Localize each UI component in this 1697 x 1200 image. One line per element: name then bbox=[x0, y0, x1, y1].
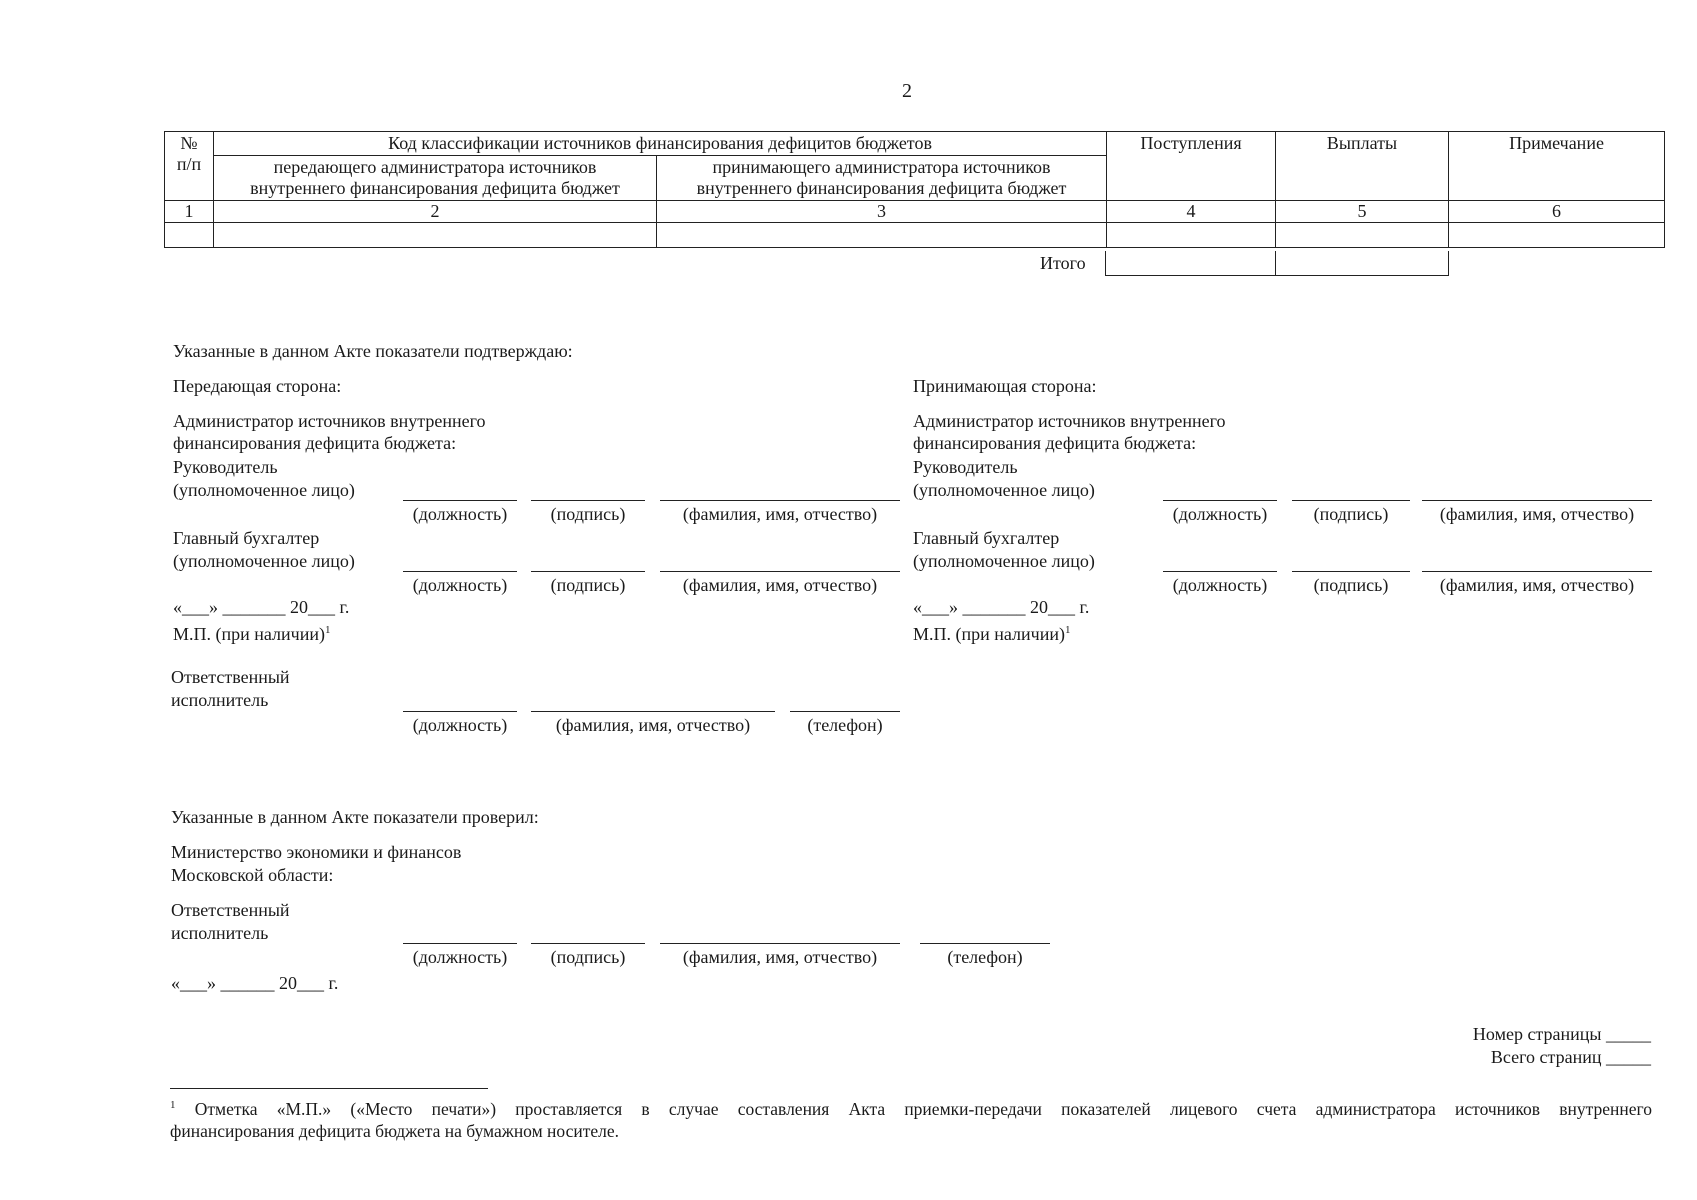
right-stamp-footnote-mark: 1 bbox=[1064, 624, 1071, 636]
right-date: «___» _______ 20___ г. bbox=[913, 597, 1090, 617]
header-receipts: Поступления bbox=[1107, 132, 1276, 201]
checker-line1: Ответственный bbox=[171, 900, 290, 920]
left-head-signature-line bbox=[531, 500, 645, 501]
column-number-1: 1 bbox=[165, 201, 214, 223]
column-number-2: 2 bbox=[214, 201, 657, 223]
footnote-separator bbox=[170, 1088, 488, 1089]
left-head-position-line bbox=[403, 500, 517, 501]
left-admin-line2: финансирования дефицита бюджета: bbox=[173, 433, 457, 453]
left-acct-position-line bbox=[403, 571, 517, 572]
right-head-signature-caption: (подпись) bbox=[1313, 504, 1389, 524]
checker-name-caption: (фамилия, имя, отчество) bbox=[682, 947, 878, 967]
checker-signature-line bbox=[531, 943, 645, 944]
header-transferring-admin bbox=[214, 156, 657, 201]
right-admin-line2: финансирования дефицита бюджета: bbox=[913, 433, 1197, 453]
header-classification-code: Код классификации источников финансирования дефицитов бюджетов bbox=[214, 132, 1107, 156]
page-number: 2 bbox=[902, 80, 912, 102]
ministry-line1: Министерство экономики и финансов bbox=[171, 842, 462, 862]
left-acct-line1: Главный бухгалтер bbox=[173, 528, 320, 548]
right-acct-name-line bbox=[1422, 571, 1652, 572]
checker-signature-caption: (подпись) bbox=[550, 947, 626, 967]
table-row bbox=[165, 223, 1665, 248]
left-head-signature-caption: (подпись) bbox=[550, 504, 626, 524]
right-head-name-line bbox=[1422, 500, 1652, 501]
total-payments-cell bbox=[1275, 251, 1449, 276]
checker-phone-line bbox=[920, 943, 1050, 944]
right-head-position-caption: (должность) bbox=[1172, 504, 1268, 524]
executor-phone-line bbox=[790, 711, 900, 712]
header-receiving-admin bbox=[657, 156, 1107, 201]
left-acct-name-caption: (фамилия, имя, отчество) bbox=[682, 575, 878, 595]
executor-name-line bbox=[531, 711, 775, 712]
table-cell bbox=[657, 223, 1107, 248]
footnote-text-line1: Отметка «М.П.» («Место печати») проставляется в случае составления Акта приемки-передачи показателей лицевого счета администратора источников внутреннего bbox=[194, 1098, 1652, 1119]
header-transferring-line1: передающего администратора источников bbox=[273, 157, 597, 177]
right-acct-line1: Главный бухгалтер bbox=[913, 528, 1060, 548]
table-cell bbox=[214, 223, 657, 248]
header-pp: п/п bbox=[176, 154, 202, 174]
header-receiving-line2: внутреннего финансирования дефицита бюджет bbox=[696, 178, 1067, 198]
classification-table bbox=[164, 131, 1665, 248]
left-acct-position-caption: (должность) bbox=[412, 575, 508, 595]
checker-position-caption: (должность) bbox=[412, 947, 508, 967]
column-number-5: 5 bbox=[1276, 201, 1449, 223]
header-payments: Выплаты bbox=[1276, 132, 1449, 201]
header-transferring-line2: внутреннего финансирования дефицита бюджет bbox=[250, 178, 620, 198]
total-pages-field: Всего страниц _____ bbox=[1490, 1047, 1651, 1067]
left-acct-signature-caption: (подпись) bbox=[550, 575, 626, 595]
right-head-line1: Руководитель bbox=[913, 457, 1018, 477]
left-admin-line1: Администратор источников внутреннего bbox=[173, 411, 486, 431]
executor-position-line bbox=[403, 711, 517, 712]
right-acct-name-caption: (фамилия, имя, отчество) bbox=[1439, 575, 1635, 595]
column-number-6: 6 bbox=[1449, 201, 1665, 223]
left-stamp-footnote-mark: 1 bbox=[324, 624, 331, 636]
executor-line2: исполнитель bbox=[171, 690, 269, 710]
right-admin-line1: Администратор источников внутреннего bbox=[913, 411, 1226, 431]
column-number-3: 3 bbox=[657, 201, 1107, 223]
right-stamp-text: М.П. (при наличии) bbox=[913, 624, 1065, 644]
right-acct-signature-line bbox=[1292, 571, 1410, 572]
header-number-sign: № bbox=[180, 133, 198, 153]
right-head-signature-line bbox=[1292, 500, 1410, 501]
right-head-position-line bbox=[1163, 500, 1277, 501]
check-heading: Указанные в данном Акте показатели проверил: bbox=[171, 807, 539, 827]
left-head-line2: (уполномоченное лицо) bbox=[173, 480, 355, 500]
table-cell bbox=[1276, 223, 1449, 248]
table-cell bbox=[1449, 223, 1665, 248]
footnote-mark: 1 bbox=[170, 1099, 176, 1111]
ministry-line2: Московской области: bbox=[171, 865, 334, 885]
left-acct-signature-line bbox=[531, 571, 645, 572]
left-party-title: Передающая сторона: bbox=[173, 376, 342, 396]
right-party-title: Принимающая сторона: bbox=[913, 376, 1097, 396]
right-stamp bbox=[913, 619, 1070, 645]
left-stamp bbox=[173, 619, 330, 645]
left-head-line1: Руководитель bbox=[173, 457, 278, 477]
checker-name-line bbox=[660, 943, 900, 944]
header-note: Примечание bbox=[1449, 132, 1665, 201]
right-head-line2: (уполномоченное лицо) bbox=[913, 480, 1095, 500]
checker-phone-caption: (телефон) bbox=[947, 947, 1023, 967]
total-label: Итого bbox=[1040, 253, 1086, 273]
left-stamp-text: М.П. (при наличии) bbox=[173, 624, 325, 644]
footnote-line1 bbox=[170, 1094, 1652, 1120]
executor-name-caption: (фамилия, имя, отчество) bbox=[555, 715, 751, 735]
right-head-name-caption: (фамилия, имя, отчество) bbox=[1439, 504, 1635, 524]
table-cell bbox=[1107, 223, 1276, 248]
header-row-number bbox=[165, 132, 214, 201]
executor-line1: Ответственный bbox=[171, 667, 290, 687]
right-acct-signature-caption: (подпись) bbox=[1313, 575, 1389, 595]
left-head-position-caption: (должность) bbox=[412, 504, 508, 524]
footnote-text-line2: финансирования дефицита бюджета на бумажном носителе. bbox=[170, 1120, 620, 1141]
right-acct-position-line bbox=[1163, 571, 1277, 572]
checker-line2: исполнитель bbox=[171, 923, 269, 943]
checker-position-line bbox=[403, 943, 517, 944]
left-acct-line2: (уполномоченное лицо) bbox=[173, 551, 355, 571]
left-head-name-line bbox=[660, 500, 900, 501]
executor-phone-caption: (телефон) bbox=[807, 715, 883, 735]
page-number-field: Номер страницы _____ bbox=[1472, 1024, 1651, 1044]
column-number-4: 4 bbox=[1107, 201, 1276, 223]
confirm-heading: Указанные в данном Акте показатели подтверждаю: bbox=[173, 341, 573, 361]
check-date: «___» ______ 20___ г. bbox=[171, 973, 339, 993]
executor-position-caption: (должность) bbox=[412, 715, 508, 735]
footnote bbox=[170, 1094, 1652, 1142]
table-cell bbox=[165, 223, 214, 248]
right-acct-position-caption: (должность) bbox=[1172, 575, 1268, 595]
left-head-name-caption: (фамилия, имя, отчество) bbox=[682, 504, 878, 524]
total-receipts-cell bbox=[1105, 251, 1276, 276]
left-date: «___» _______ 20___ г. bbox=[173, 597, 350, 617]
right-acct-line2: (уполномоченное лицо) bbox=[913, 551, 1095, 571]
left-acct-name-line bbox=[660, 571, 900, 572]
header-receiving-line1: принимающего администратора источников bbox=[712, 157, 1051, 177]
